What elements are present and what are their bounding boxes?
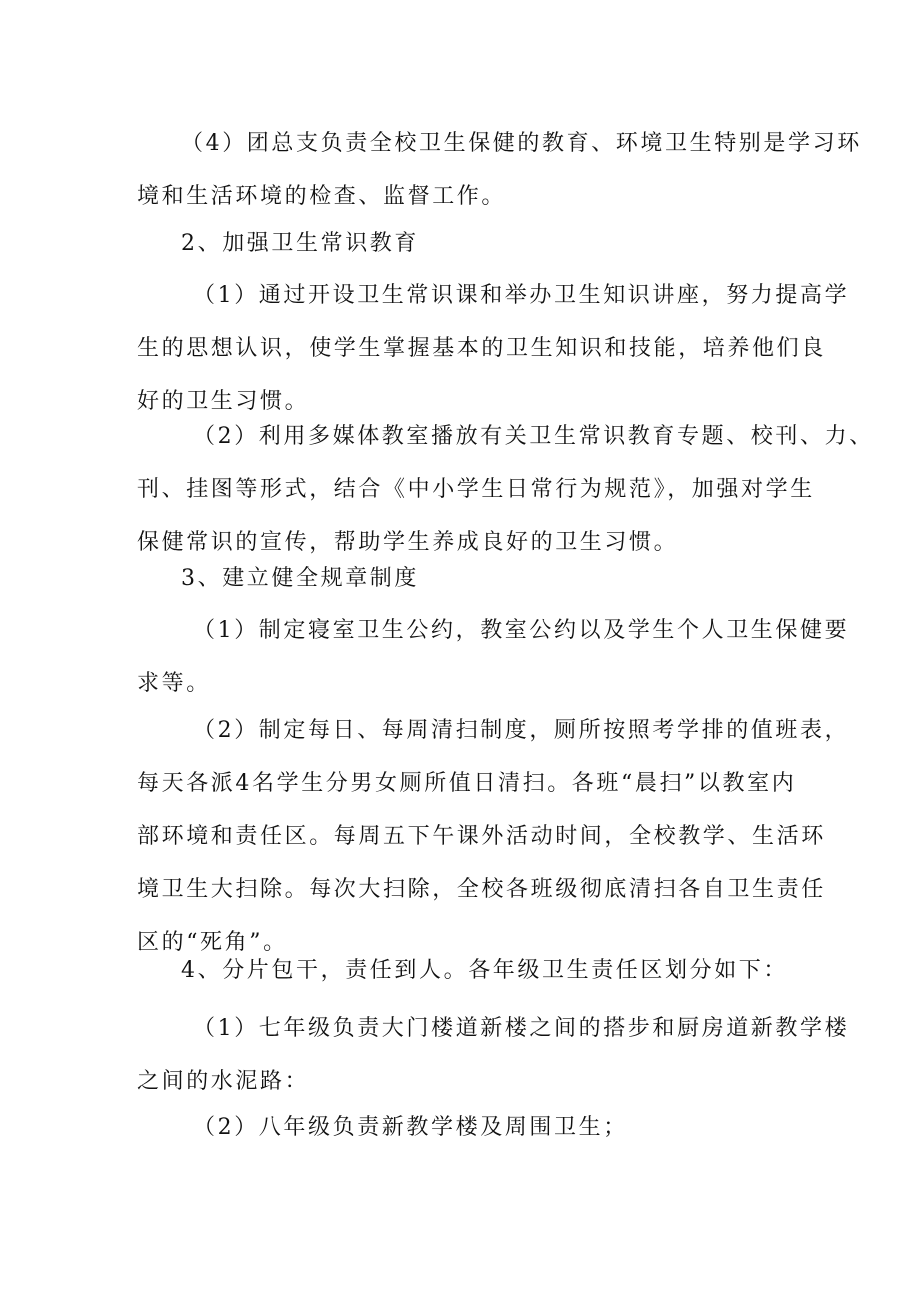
section-heading-rules: [137, 552, 841, 605]
text-line: 生的思想认识，使学生掌握基本的卫生知识和技能，培养他们良: [137, 336, 826, 361]
paragraph-cleaning-schedule: [137, 704, 850, 969]
text-line: （2）利用多媒体教室播放有关卫生常识教育专题、校刊、力、: [193, 424, 874, 449]
text-line: （1）七年级负责大门楼道新楼之间的搭步和厨房道新教学楼: [193, 1016, 850, 1041]
text-line: 好的卫生习惯。: [137, 389, 310, 414]
section-heading-hygiene-education: [137, 217, 841, 270]
text-line: 保健常识的宣传，帮助学生养成良好的卫生习惯。: [137, 530, 679, 555]
text-line: 区的“死角”。: [137, 930, 288, 955]
text-line: （2）八年级负责新教学楼及周围卫生；: [193, 1115, 628, 1140]
text-line: （2）制定每日、每周清扫制度，厕所按照考学排的值班表，: [193, 718, 850, 743]
text-line: 境卫生大扫除。每次大扫除，全校各班级彻底清扫各自卫生责任: [137, 877, 826, 902]
text-line: 每天各派4名学生分男女厕所值日清扫。各班“晨扫”以教室内: [137, 771, 797, 796]
paragraph-multimedia-education: [137, 410, 874, 569]
paragraph-grade-seven: [137, 1002, 850, 1108]
text-line: 3、建立健全规章制度: [181, 566, 419, 591]
paragraph-dorm-rules: [137, 604, 850, 710]
section-heading-responsibility: [137, 944, 841, 997]
text-line: （1）制定寝室卫生公约，教室公约以及学生个人卫生保健要: [193, 618, 850, 643]
paragraph-duty-league-branch: [137, 117, 862, 223]
text-line: 境和生活环境的检查、监督工作。: [137, 184, 507, 209]
text-line: 部环境和责任区。每周五下午课外活动时间，全校教学、生活环: [137, 824, 826, 849]
text-line: 2、加强卫生常识教育: [181, 231, 419, 256]
text-line: （1）通过开设卫生常识课和举办卫生知识讲座，努力提高学: [193, 283, 850, 308]
text-line: 之间的水泥路：: [137, 1069, 310, 1094]
text-line: 4、分片包干，责任到人。各年级卫生责任区划分如下：: [181, 958, 788, 983]
text-line: 求等。: [137, 671, 211, 696]
text-line: （4）团总支负责全校卫生保健的教育、环境卫生特别是学习环: [181, 131, 862, 156]
paragraph-grade-eight: [137, 1101, 797, 1154]
paragraph-hygiene-course: [137, 269, 850, 428]
text-line: 刊、挂图等形式，结合《中小学生日常行为规范》，加强对学生: [137, 477, 815, 502]
